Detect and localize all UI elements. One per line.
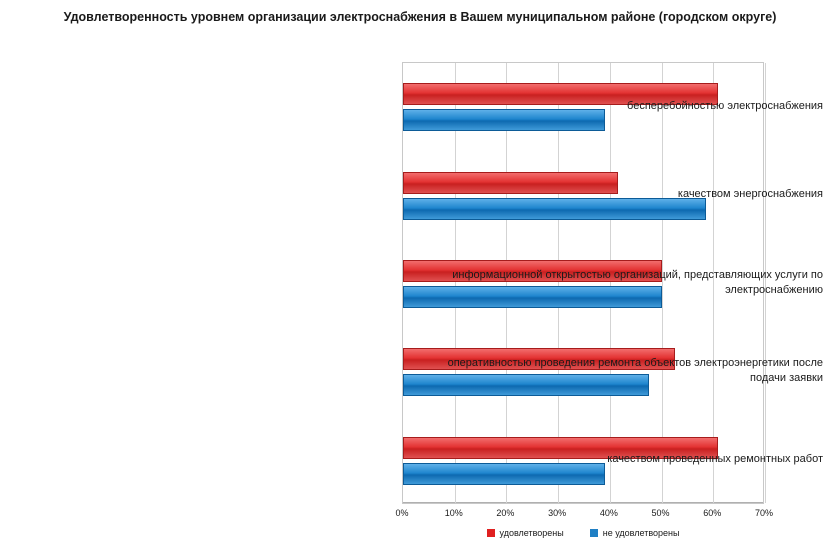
category-label: качеством проведенных ремонтных работ [607, 453, 823, 466]
legend-label: удовлетворены [499, 528, 564, 538]
x-tick-label: 20% [496, 508, 515, 518]
x-tick-label: 60% [703, 508, 722, 518]
legend-swatch [590, 529, 598, 537]
category-label: оперативностью проведения ремонта объектов электроэнергетики после подачи заявки [447, 357, 823, 385]
chart-legend [402, 528, 764, 538]
x-tick-label: 30% [548, 508, 567, 518]
x-tick-label: 70% [754, 508, 773, 518]
chart-title: Удовлетворенность уровнем организации электроснабжения в Вашем муниципальном районе (городском округе) [63, 10, 777, 24]
category-label: качеством энергоснабжения [677, 188, 823, 201]
legend-swatch [487, 529, 495, 537]
x-tick-label: 50% [651, 508, 670, 518]
x-tick-label: 10% [444, 508, 463, 518]
category-label: информационной открытостью организаций, представляющих услуги по электроснабжению [452, 269, 823, 296]
category-label: бесперебойностью электроснабжения [627, 99, 823, 112]
legend-label: не удовлетворены [602, 528, 680, 538]
legend-item [590, 528, 680, 538]
legend-item [487, 528, 564, 538]
x-tick-label: 0% [395, 508, 409, 518]
x-tick-label: 40% [599, 508, 618, 518]
